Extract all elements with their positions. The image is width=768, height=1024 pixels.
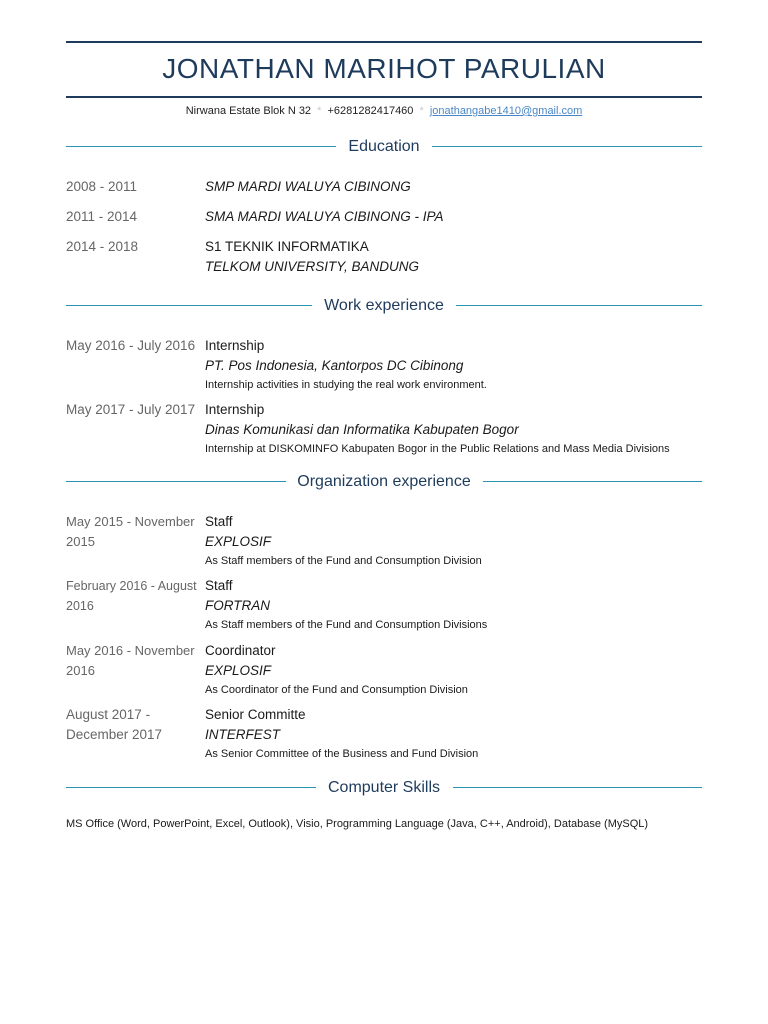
content [205,705,702,763]
role: Coordinator [205,643,276,658]
section-education [66,136,702,158]
description: Internship activities in studying the real work environment. [205,379,487,391]
contact-line [66,103,702,119]
section-title: Organization experience [297,473,471,490]
role: Internship [205,402,265,417]
description: As Senior Committee of the Business and Fund Division [205,748,479,760]
organization: INTERFEST [205,727,281,742]
date-line: 2016 [66,599,94,613]
date [66,576,200,616]
organization: EXPLOSIF [205,534,272,549]
address: Nirwana Estate Blok N 32 [185,105,312,117]
date-line: May 2016 - November [66,643,195,658]
content [205,207,702,227]
content [205,576,702,634]
organization: Dinas Komunikasi dan Informatika Kabupaten Bogor [205,422,519,437]
phone: +6281282417460 [327,105,414,117]
email-link[interactable]: jonathangabe1410@gmail.com [429,105,583,117]
header-bottom-rule [66,96,702,98]
content [205,237,702,277]
date: 2014 - 2018 [66,239,139,254]
description: As Staff members of the Fund and Consumption Division [205,555,482,567]
organization: PT. Pos Indonesia, Kantorpos DC Cibinong [205,358,464,373]
organization: EXPLOSIF [205,663,272,678]
role: Senior Committe [205,707,306,722]
section-work [66,295,702,317]
date [66,512,200,552]
section-title: Computer Skills [327,779,441,796]
date: 2011 - 2014 [66,209,138,224]
section-skills [66,777,702,799]
organization: FORTRAN [205,598,271,613]
date-line: 2015 [66,534,95,549]
date: May 2016 - July 2016 [66,338,196,353]
school-name: SMA MARDI WALUYA CIBINONG - IPA [205,209,444,224]
role: Staff [205,514,233,529]
section-organization [66,471,702,493]
skills-text: MS Office (Word, PowerPoint, Excel, Outlook), Visio, Programming Language (Java, C++, Android), Database (MySQL) [66,818,649,830]
school-name: SMP MARDI WALUYA CIBINONG [205,179,411,194]
description: As Coordinator of the Fund and Consumption Division [205,684,468,696]
role: Internship [205,338,265,353]
date-line: 2016 [66,663,95,678]
content [205,336,702,394]
date [66,705,200,745]
date-line: December 2017 [66,727,163,742]
date-line: May 2015 - November [66,514,195,529]
description: Internship at DISKOMINFO Kabupaten Bogor in the Public Relations and Mass Media Divisions [205,443,670,455]
header-top-rule [66,41,702,43]
section-title: Work experience [324,297,444,314]
content [205,641,702,699]
section-title: Education [348,138,420,155]
candidate-name: JONATHAN MARIHOT PARULIAN [162,53,606,84]
separator-icon: * [419,105,424,117]
school-name: TELKOM UNIVERSITY, BANDUNG [205,259,420,274]
date: 2008 - 2011 [66,179,138,194]
separator-icon: * [317,105,322,117]
date-line: August 2017 - [66,707,151,722]
role: Staff [205,578,233,593]
date: May 2017 - July 2017 [66,402,196,417]
description: As Staff members of the Fund and Consumption Divisions [205,619,488,631]
content [205,177,702,197]
content [205,400,702,458]
degree: S1 TEKNIK INFORMATIKA [205,239,369,254]
content [205,512,702,570]
date [66,641,200,681]
date-line: February 2016 - August [66,579,197,593]
